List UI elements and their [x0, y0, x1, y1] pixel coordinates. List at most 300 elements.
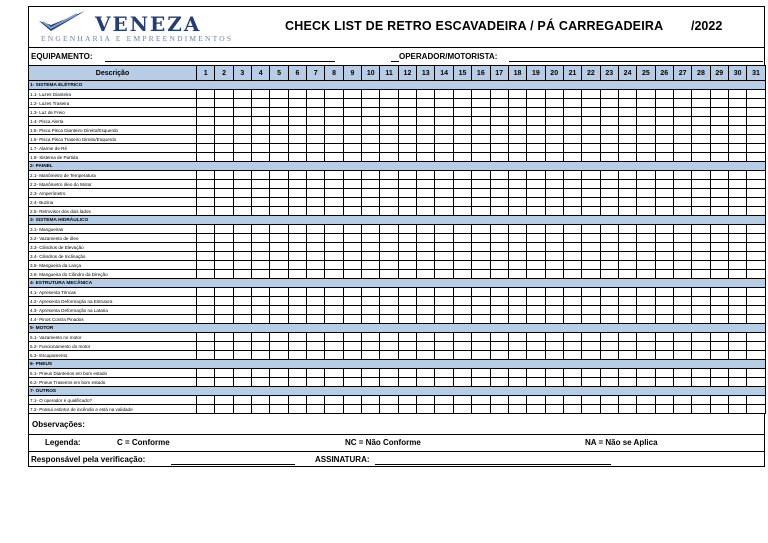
day-cell-11[interactable]	[380, 144, 398, 153]
day-cell-5[interactable]	[270, 171, 288, 180]
day-cell-23[interactable]	[600, 351, 618, 360]
day-cell-29[interactable]	[710, 351, 728, 360]
day-cell-30[interactable]	[728, 342, 746, 351]
day-cell-29[interactable]	[710, 378, 728, 387]
day-cell-4[interactable]	[252, 243, 270, 252]
day-cell-26[interactable]	[655, 315, 673, 324]
day-cell-20[interactable]	[545, 405, 563, 414]
day-cell-25[interactable]	[637, 108, 655, 117]
day-cell-10[interactable]	[362, 369, 380, 378]
day-cell-2[interactable]	[215, 261, 233, 270]
day-cell-9[interactable]	[343, 378, 361, 387]
day-cell-30[interactable]	[728, 369, 746, 378]
day-cell-25[interactable]	[637, 126, 655, 135]
day-cell-19[interactable]	[527, 369, 545, 378]
day-cell-8[interactable]	[325, 234, 343, 243]
day-cell-27[interactable]	[673, 189, 691, 198]
day-cell-3[interactable]	[233, 306, 251, 315]
day-cell-31[interactable]	[747, 144, 765, 153]
day-cell-13[interactable]	[417, 378, 435, 387]
day-cell-23[interactable]	[600, 252, 618, 261]
day-cell-30[interactable]	[728, 153, 746, 162]
day-cell-30[interactable]	[728, 171, 746, 180]
day-cell-30[interactable]	[728, 261, 746, 270]
day-cell-23[interactable]	[600, 378, 618, 387]
day-cell-23[interactable]	[600, 333, 618, 342]
day-cell-2[interactable]	[215, 333, 233, 342]
day-cell-9[interactable]	[343, 108, 361, 117]
day-cell-27[interactable]	[673, 99, 691, 108]
day-cell-28[interactable]	[692, 180, 710, 189]
day-cell-10[interactable]	[362, 171, 380, 180]
day-cell-29[interactable]	[710, 270, 728, 279]
day-cell-6[interactable]	[288, 171, 306, 180]
day-cell-1[interactable]	[197, 189, 215, 198]
day-cell-22[interactable]	[582, 180, 600, 189]
day-cell-15[interactable]	[453, 117, 471, 126]
day-cell-12[interactable]	[398, 207, 416, 216]
day-cell-8[interactable]	[325, 243, 343, 252]
day-cell-7[interactable]	[307, 108, 325, 117]
day-cell-3[interactable]	[233, 333, 251, 342]
day-cell-6[interactable]	[288, 369, 306, 378]
day-cell-3[interactable]	[233, 405, 251, 414]
day-cell-27[interactable]	[673, 243, 691, 252]
day-cell-31[interactable]	[747, 396, 765, 405]
day-cell-29[interactable]	[710, 396, 728, 405]
day-cell-3[interactable]	[233, 270, 251, 279]
day-cell-20[interactable]	[545, 180, 563, 189]
day-cell-7[interactable]	[307, 171, 325, 180]
day-cell-7[interactable]	[307, 270, 325, 279]
day-cell-3[interactable]	[233, 288, 251, 297]
day-cell-18[interactable]	[508, 252, 526, 261]
day-cell-8[interactable]	[325, 135, 343, 144]
day-cell-6[interactable]	[288, 261, 306, 270]
day-cell-8[interactable]	[325, 306, 343, 315]
day-cell-12[interactable]	[398, 171, 416, 180]
day-cell-5[interactable]	[270, 315, 288, 324]
day-cell-22[interactable]	[582, 288, 600, 297]
day-cell-8[interactable]	[325, 315, 343, 324]
day-cell-17[interactable]	[490, 198, 508, 207]
day-cell-15[interactable]	[453, 153, 471, 162]
day-cell-28[interactable]	[692, 396, 710, 405]
day-cell-6[interactable]	[288, 99, 306, 108]
day-cell-27[interactable]	[673, 351, 691, 360]
day-cell-10[interactable]	[362, 315, 380, 324]
day-cell-17[interactable]	[490, 252, 508, 261]
day-cell-9[interactable]	[343, 252, 361, 261]
day-cell-8[interactable]	[325, 90, 343, 99]
day-cell-7[interactable]	[307, 405, 325, 414]
day-cell-4[interactable]	[252, 252, 270, 261]
day-cell-27[interactable]	[673, 153, 691, 162]
day-cell-17[interactable]	[490, 342, 508, 351]
day-cell-6[interactable]	[288, 117, 306, 126]
day-cell-19[interactable]	[527, 252, 545, 261]
day-cell-31[interactable]	[747, 135, 765, 144]
day-cell-20[interactable]	[545, 144, 563, 153]
day-cell-16[interactable]	[472, 351, 490, 360]
day-cell-22[interactable]	[582, 207, 600, 216]
day-cell-19[interactable]	[527, 198, 545, 207]
day-cell-29[interactable]	[710, 225, 728, 234]
day-cell-3[interactable]	[233, 126, 251, 135]
day-cell-17[interactable]	[490, 153, 508, 162]
day-cell-16[interactable]	[472, 135, 490, 144]
day-cell-16[interactable]	[472, 171, 490, 180]
day-cell-22[interactable]	[582, 243, 600, 252]
day-cell-4[interactable]	[252, 225, 270, 234]
day-cell-1[interactable]	[197, 369, 215, 378]
day-cell-24[interactable]	[618, 243, 636, 252]
day-cell-1[interactable]	[197, 135, 215, 144]
day-cell-21[interactable]	[563, 90, 581, 99]
day-cell-13[interactable]	[417, 117, 435, 126]
day-cell-31[interactable]	[747, 288, 765, 297]
day-cell-22[interactable]	[582, 135, 600, 144]
day-cell-8[interactable]	[325, 369, 343, 378]
day-cell-11[interactable]	[380, 126, 398, 135]
day-cell-10[interactable]	[362, 333, 380, 342]
day-cell-13[interactable]	[417, 108, 435, 117]
day-cell-12[interactable]	[398, 333, 416, 342]
day-cell-27[interactable]	[673, 342, 691, 351]
day-cell-20[interactable]	[545, 225, 563, 234]
day-cell-2[interactable]	[215, 252, 233, 261]
day-cell-12[interactable]	[398, 396, 416, 405]
day-cell-23[interactable]	[600, 234, 618, 243]
day-cell-18[interactable]	[508, 207, 526, 216]
day-cell-27[interactable]	[673, 135, 691, 144]
day-cell-4[interactable]	[252, 153, 270, 162]
day-cell-19[interactable]	[527, 225, 545, 234]
day-cell-1[interactable]	[197, 306, 215, 315]
day-cell-17[interactable]	[490, 189, 508, 198]
day-cell-10[interactable]	[362, 405, 380, 414]
day-cell-23[interactable]	[600, 189, 618, 198]
day-cell-15[interactable]	[453, 225, 471, 234]
day-cell-15[interactable]	[453, 315, 471, 324]
day-cell-6[interactable]	[288, 189, 306, 198]
day-cell-9[interactable]	[343, 351, 361, 360]
day-cell-25[interactable]	[637, 252, 655, 261]
day-cell-15[interactable]	[453, 99, 471, 108]
day-cell-13[interactable]	[417, 198, 435, 207]
day-cell-2[interactable]	[215, 342, 233, 351]
day-cell-6[interactable]	[288, 378, 306, 387]
day-cell-24[interactable]	[618, 144, 636, 153]
day-cell-30[interactable]	[728, 252, 746, 261]
day-cell-9[interactable]	[343, 90, 361, 99]
day-cell-24[interactable]	[618, 252, 636, 261]
day-cell-19[interactable]	[527, 342, 545, 351]
day-cell-7[interactable]	[307, 135, 325, 144]
day-cell-22[interactable]	[582, 333, 600, 342]
day-cell-4[interactable]	[252, 144, 270, 153]
day-cell-24[interactable]	[618, 342, 636, 351]
day-cell-26[interactable]	[655, 405, 673, 414]
day-cell-20[interactable]	[545, 270, 563, 279]
day-cell-17[interactable]	[490, 333, 508, 342]
day-cell-18[interactable]	[508, 198, 526, 207]
assinatura-field[interactable]	[375, 464, 611, 465]
day-cell-23[interactable]	[600, 198, 618, 207]
day-cell-9[interactable]	[343, 189, 361, 198]
day-cell-4[interactable]	[252, 297, 270, 306]
day-cell-4[interactable]	[252, 189, 270, 198]
day-cell-9[interactable]	[343, 126, 361, 135]
day-cell-10[interactable]	[362, 243, 380, 252]
day-cell-10[interactable]	[362, 261, 380, 270]
day-cell-29[interactable]	[710, 342, 728, 351]
day-cell-30[interactable]	[728, 234, 746, 243]
day-cell-6[interactable]	[288, 180, 306, 189]
day-cell-24[interactable]	[618, 225, 636, 234]
day-cell-16[interactable]	[472, 126, 490, 135]
day-cell-31[interactable]	[747, 378, 765, 387]
day-cell-14[interactable]	[435, 117, 453, 126]
day-cell-19[interactable]	[527, 288, 545, 297]
day-cell-31[interactable]	[747, 90, 765, 99]
day-cell-25[interactable]	[637, 396, 655, 405]
day-cell-10[interactable]	[362, 270, 380, 279]
day-cell-6[interactable]	[288, 297, 306, 306]
day-cell-29[interactable]	[710, 198, 728, 207]
day-cell-12[interactable]	[398, 189, 416, 198]
day-cell-17[interactable]	[490, 144, 508, 153]
day-cell-31[interactable]	[747, 99, 765, 108]
day-cell-11[interactable]	[380, 378, 398, 387]
day-cell-13[interactable]	[417, 225, 435, 234]
day-cell-27[interactable]	[673, 369, 691, 378]
day-cell-16[interactable]	[472, 117, 490, 126]
day-cell-6[interactable]	[288, 207, 306, 216]
day-cell-19[interactable]	[527, 144, 545, 153]
day-cell-9[interactable]	[343, 342, 361, 351]
day-cell-27[interactable]	[673, 144, 691, 153]
day-cell-23[interactable]	[600, 207, 618, 216]
day-cell-18[interactable]	[508, 288, 526, 297]
day-cell-15[interactable]	[453, 405, 471, 414]
day-cell-30[interactable]	[728, 225, 746, 234]
day-cell-15[interactable]	[453, 252, 471, 261]
day-cell-11[interactable]	[380, 108, 398, 117]
day-cell-31[interactable]	[747, 207, 765, 216]
day-cell-3[interactable]	[233, 108, 251, 117]
day-cell-18[interactable]	[508, 369, 526, 378]
day-cell-12[interactable]	[398, 234, 416, 243]
day-cell-5[interactable]	[270, 369, 288, 378]
day-cell-23[interactable]	[600, 99, 618, 108]
day-cell-19[interactable]	[527, 243, 545, 252]
day-cell-9[interactable]	[343, 207, 361, 216]
day-cell-5[interactable]	[270, 351, 288, 360]
day-cell-19[interactable]	[527, 99, 545, 108]
day-cell-17[interactable]	[490, 225, 508, 234]
day-cell-19[interactable]	[527, 108, 545, 117]
day-cell-16[interactable]	[472, 396, 490, 405]
day-cell-1[interactable]	[197, 315, 215, 324]
day-cell-31[interactable]	[747, 189, 765, 198]
day-cell-15[interactable]	[453, 369, 471, 378]
day-cell-28[interactable]	[692, 90, 710, 99]
day-cell-20[interactable]	[545, 117, 563, 126]
day-cell-30[interactable]	[728, 306, 746, 315]
day-cell-21[interactable]	[563, 180, 581, 189]
day-cell-10[interactable]	[362, 288, 380, 297]
day-cell-26[interactable]	[655, 333, 673, 342]
day-cell-28[interactable]	[692, 270, 710, 279]
day-cell-19[interactable]	[527, 117, 545, 126]
day-cell-5[interactable]	[270, 288, 288, 297]
day-cell-5[interactable]	[270, 90, 288, 99]
day-cell-3[interactable]	[233, 207, 251, 216]
day-cell-30[interactable]	[728, 144, 746, 153]
day-cell-4[interactable]	[252, 117, 270, 126]
day-cell-5[interactable]	[270, 117, 288, 126]
day-cell-2[interactable]	[215, 243, 233, 252]
day-cell-7[interactable]	[307, 315, 325, 324]
day-cell-22[interactable]	[582, 252, 600, 261]
day-cell-18[interactable]	[508, 126, 526, 135]
day-cell-11[interactable]	[380, 261, 398, 270]
day-cell-16[interactable]	[472, 234, 490, 243]
day-cell-25[interactable]	[637, 180, 655, 189]
day-cell-26[interactable]	[655, 288, 673, 297]
day-cell-9[interactable]	[343, 261, 361, 270]
day-cell-5[interactable]	[270, 198, 288, 207]
day-cell-14[interactable]	[435, 99, 453, 108]
day-cell-5[interactable]	[270, 342, 288, 351]
day-cell-24[interactable]	[618, 207, 636, 216]
day-cell-3[interactable]	[233, 180, 251, 189]
day-cell-13[interactable]	[417, 99, 435, 108]
day-cell-11[interactable]	[380, 234, 398, 243]
day-cell-20[interactable]	[545, 297, 563, 306]
day-cell-4[interactable]	[252, 270, 270, 279]
day-cell-23[interactable]	[600, 315, 618, 324]
day-cell-7[interactable]	[307, 126, 325, 135]
day-cell-29[interactable]	[710, 135, 728, 144]
day-cell-28[interactable]	[692, 342, 710, 351]
day-cell-28[interactable]	[692, 225, 710, 234]
day-cell-21[interactable]	[563, 351, 581, 360]
day-cell-27[interactable]	[673, 252, 691, 261]
day-cell-29[interactable]	[710, 171, 728, 180]
day-cell-12[interactable]	[398, 261, 416, 270]
day-cell-21[interactable]	[563, 288, 581, 297]
day-cell-25[interactable]	[637, 306, 655, 315]
day-cell-15[interactable]	[453, 342, 471, 351]
day-cell-5[interactable]	[270, 108, 288, 117]
day-cell-25[interactable]	[637, 189, 655, 198]
day-cell-3[interactable]	[233, 135, 251, 144]
day-cell-23[interactable]	[600, 135, 618, 144]
day-cell-10[interactable]	[362, 117, 380, 126]
day-cell-21[interactable]	[563, 405, 581, 414]
day-cell-26[interactable]	[655, 378, 673, 387]
day-cell-28[interactable]	[692, 288, 710, 297]
day-cell-19[interactable]	[527, 153, 545, 162]
day-cell-19[interactable]	[527, 378, 545, 387]
day-cell-14[interactable]	[435, 198, 453, 207]
day-cell-21[interactable]	[563, 234, 581, 243]
day-cell-19[interactable]	[527, 234, 545, 243]
responsavel-field[interactable]	[171, 464, 295, 465]
day-cell-30[interactable]	[728, 207, 746, 216]
day-cell-17[interactable]	[490, 90, 508, 99]
day-cell-21[interactable]	[563, 315, 581, 324]
day-cell-13[interactable]	[417, 297, 435, 306]
day-cell-25[interactable]	[637, 171, 655, 180]
day-cell-28[interactable]	[692, 198, 710, 207]
day-cell-3[interactable]	[233, 117, 251, 126]
day-cell-17[interactable]	[490, 288, 508, 297]
day-cell-29[interactable]	[710, 252, 728, 261]
day-cell-16[interactable]	[472, 189, 490, 198]
day-cell-7[interactable]	[307, 234, 325, 243]
day-cell-15[interactable]	[453, 234, 471, 243]
day-cell-7[interactable]	[307, 378, 325, 387]
day-cell-14[interactable]	[435, 396, 453, 405]
day-cell-13[interactable]	[417, 405, 435, 414]
day-cell-26[interactable]	[655, 351, 673, 360]
day-cell-27[interactable]	[673, 288, 691, 297]
day-cell-11[interactable]	[380, 153, 398, 162]
day-cell-6[interactable]	[288, 90, 306, 99]
day-cell-26[interactable]	[655, 252, 673, 261]
day-cell-31[interactable]	[747, 198, 765, 207]
day-cell-12[interactable]	[398, 126, 416, 135]
day-cell-11[interactable]	[380, 369, 398, 378]
day-cell-30[interactable]	[728, 108, 746, 117]
day-cell-8[interactable]	[325, 171, 343, 180]
day-cell-17[interactable]	[490, 270, 508, 279]
day-cell-9[interactable]	[343, 396, 361, 405]
day-cell-21[interactable]	[563, 261, 581, 270]
day-cell-3[interactable]	[233, 315, 251, 324]
day-cell-22[interactable]	[582, 108, 600, 117]
day-cell-20[interactable]	[545, 306, 563, 315]
day-cell-20[interactable]	[545, 243, 563, 252]
day-cell-9[interactable]	[343, 144, 361, 153]
day-cell-20[interactable]	[545, 171, 563, 180]
day-cell-29[interactable]	[710, 234, 728, 243]
day-cell-12[interactable]	[398, 108, 416, 117]
day-cell-14[interactable]	[435, 252, 453, 261]
day-cell-13[interactable]	[417, 207, 435, 216]
day-cell-9[interactable]	[343, 180, 361, 189]
day-cell-16[interactable]	[472, 297, 490, 306]
day-cell-31[interactable]	[747, 234, 765, 243]
day-cell-20[interactable]	[545, 288, 563, 297]
day-cell-6[interactable]	[288, 315, 306, 324]
day-cell-15[interactable]	[453, 333, 471, 342]
day-cell-29[interactable]	[710, 369, 728, 378]
day-cell-17[interactable]	[490, 306, 508, 315]
day-cell-18[interactable]	[508, 189, 526, 198]
day-cell-24[interactable]	[618, 171, 636, 180]
day-cell-13[interactable]	[417, 315, 435, 324]
day-cell-20[interactable]	[545, 135, 563, 144]
day-cell-20[interactable]	[545, 252, 563, 261]
day-cell-15[interactable]	[453, 243, 471, 252]
day-cell-20[interactable]	[545, 333, 563, 342]
day-cell-9[interactable]	[343, 234, 361, 243]
day-cell-31[interactable]	[747, 117, 765, 126]
